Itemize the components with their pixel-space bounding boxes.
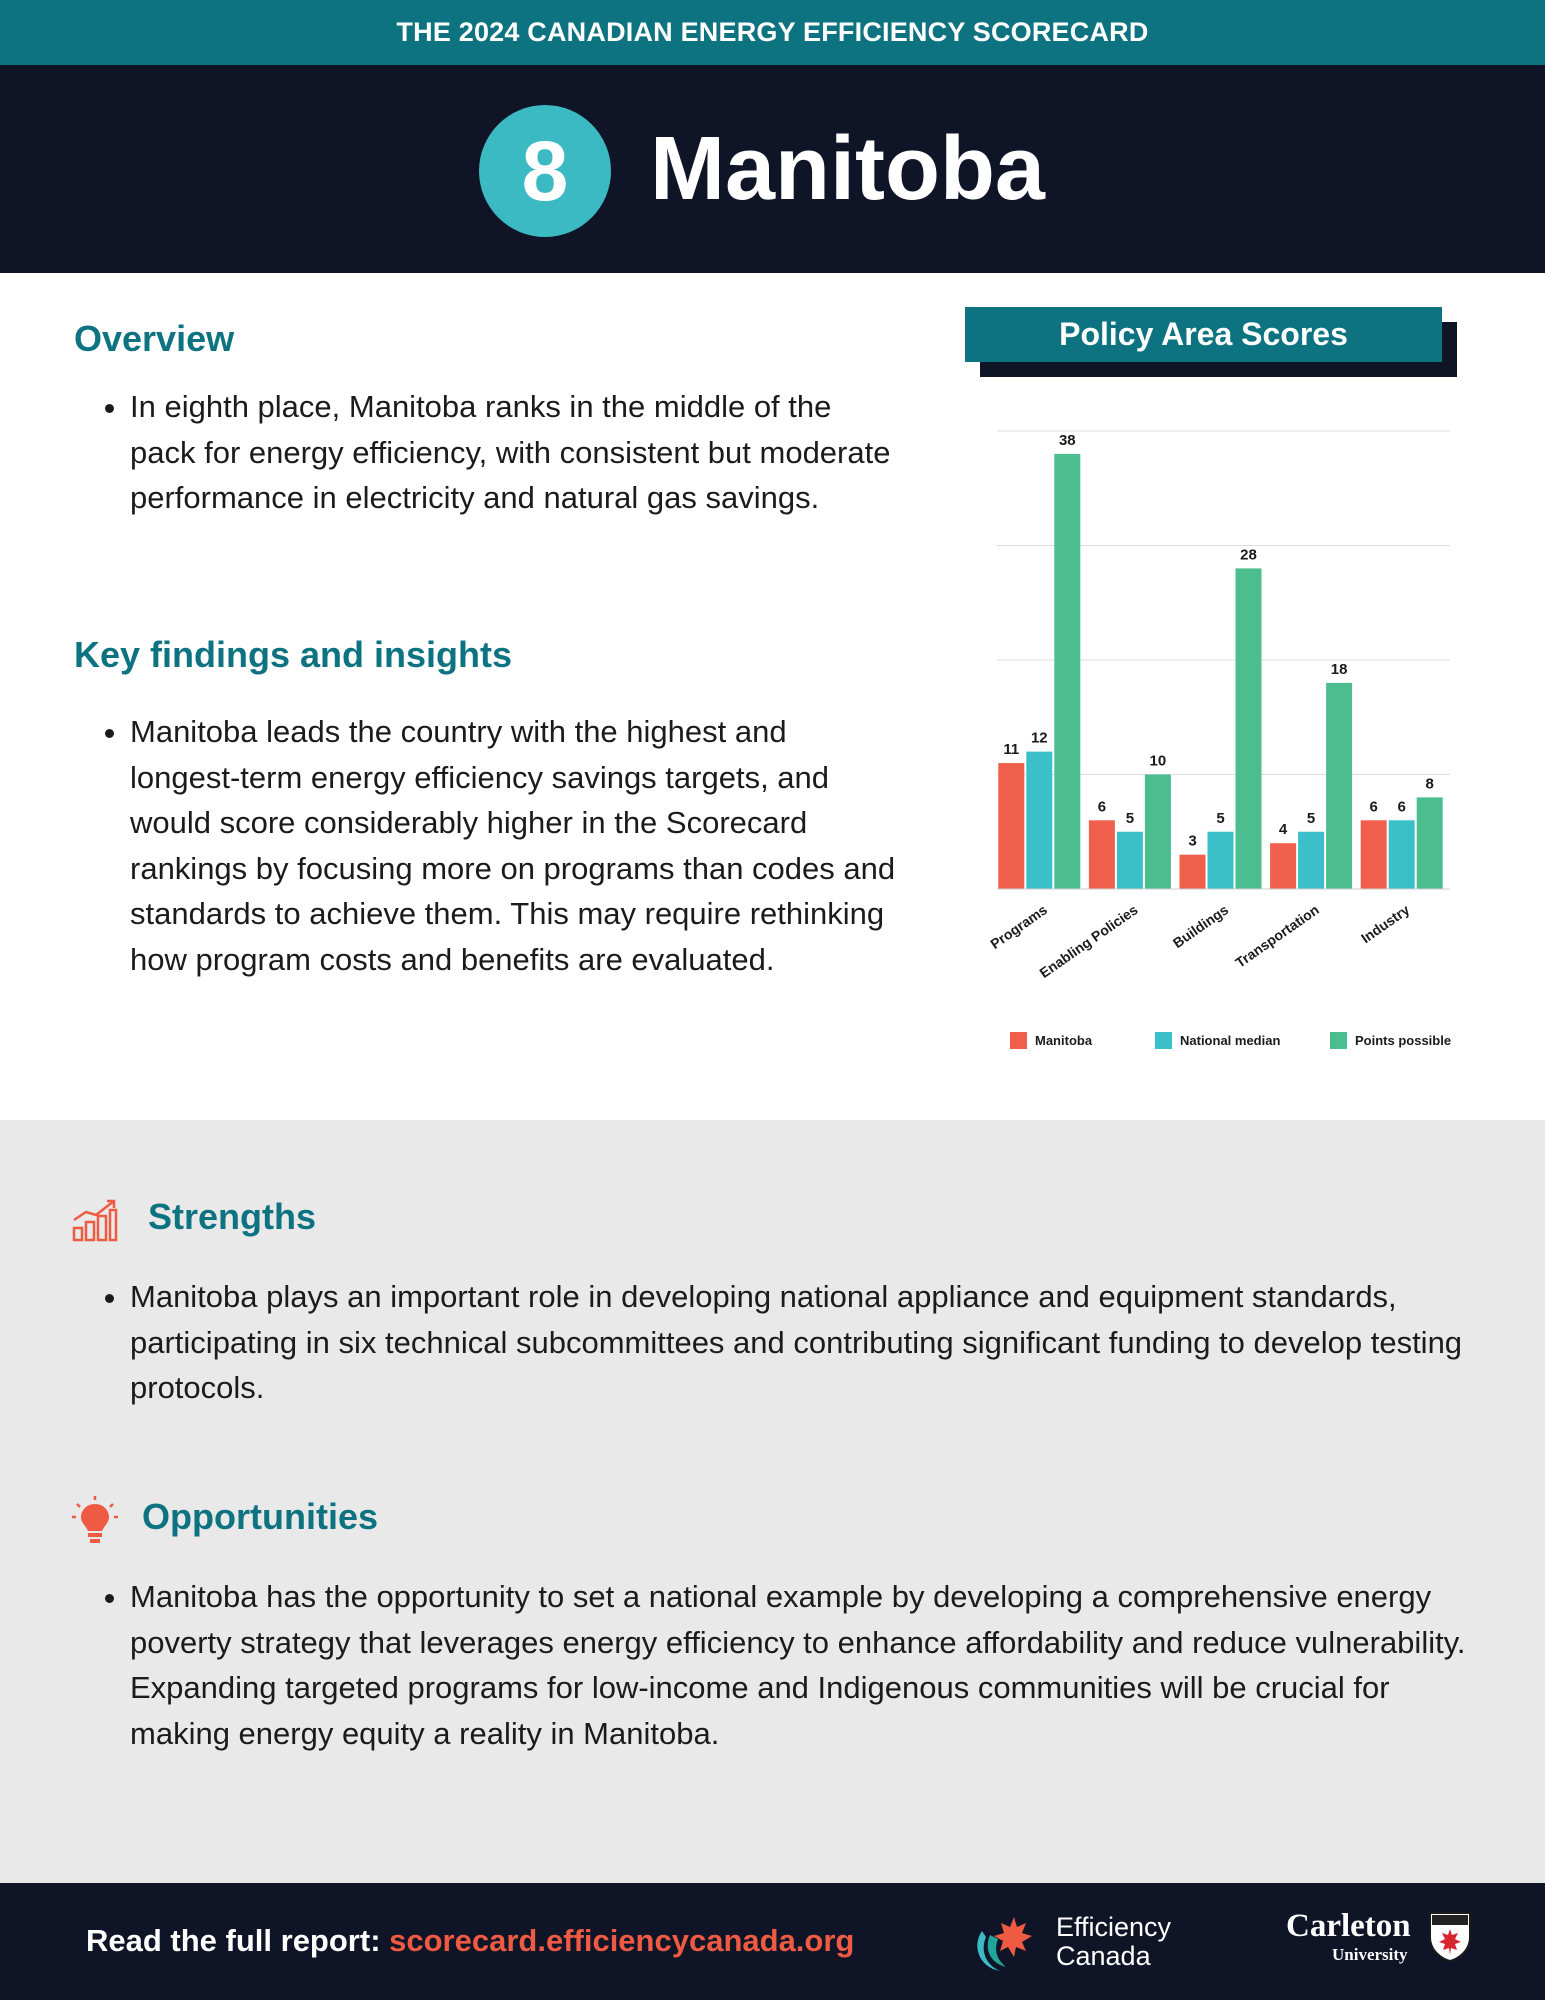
x-tick-label: Buildings [1169,901,1232,952]
bar-chart [960,300,1470,1060]
data-label: 28 [1240,546,1257,564]
x-tick-label: Transportation [1232,901,1322,971]
strengths-bullet: • Manitoba plays an important role in developing national appliance and equipment standards, participating in six technical subcommittees and contributing significant funding to develop testing protocols. [130,1274,1470,1411]
x-tick-label: Enabling Policies [1036,901,1141,981]
data-label: 38 [1058,431,1076,449]
growth-chart-icon [72,1198,118,1242]
strengths-list [74,1274,1470,1411]
data-label: 5 [1306,809,1316,827]
cu-logo-name: Carleton [1286,1908,1411,1944]
footer-url[interactable]: scorecard.efficiencycanada.org [389,1923,855,1958]
rank-badge: 8 [479,105,611,237]
bar-manitoba [1180,855,1206,889]
data-label: 5 [1125,809,1135,827]
opportunities-bullet: • Manitoba has the opportunity to set a national example by developing a comprehensive energy poverty strategy that leverages energy efficiency to enhance affordability and reduce vulnerability. Expanding targeted programs for low-income and Indigenous communities will be crucial for making energy equity a reality in Manitoba. [130,1574,1470,1756]
legend-swatch [1330,1032,1347,1049]
data-label: 10 [1149,752,1167,770]
legend-label: Points possible [1355,1033,1452,1048]
data-label: 12 [1030,729,1048,747]
bar-points-possible [1326,683,1352,889]
strengths-heading: Strengths [148,1196,317,1237]
cu-logo-sub: University [1332,1945,1408,1964]
data-label: 4 [1278,821,1288,839]
data-label: 6 [1097,798,1107,816]
bar-manitoba [1089,820,1115,889]
legend-swatch [1010,1032,1027,1049]
carleton-university-logo [1286,1905,1476,1975]
key-findings-heading: Key findings and insights [74,634,513,675]
bar-manitoba [1270,843,1296,889]
data-label: 6 [1397,798,1406,816]
legend-label: National median [1180,1033,1281,1048]
opportunities-heading: Opportunities [142,1496,378,1537]
bar-national-median [1298,832,1324,889]
province-title: Manitoba [650,119,1045,219]
data-label: 5 [1216,809,1225,827]
footer-label: Read the full report: [86,1923,381,1958]
bar-points-possible [1417,797,1443,889]
bar-national-median [1208,832,1234,889]
key-findings-list [74,709,900,982]
bar-national-median [1026,752,1052,889]
bar-manitoba [998,763,1024,889]
carleton-shield-icon [1428,1911,1472,1963]
data-label: 8 [1425,775,1434,793]
efficiency-canada-logo [970,1909,1190,1975]
legend-label: Manitoba [1035,1033,1093,1048]
bar-points-possible [1054,454,1080,889]
opportunities-list [74,1574,1470,1756]
bar-national-median [1117,832,1143,889]
key-findings-bullet: • Manitoba leads the country with the highest and longest-term energy efficiency savings targets, and would score considerably higher in the Scorecard rankings by focusing more on programs than codes and standards to achieve them. This may require rethinking how program costs and benefits are evaluated. [130,709,900,982]
overview-heading: Overview [74,318,235,359]
x-tick-label: Industry [1357,901,1413,947]
efficiency-canada-emblem-icon [970,1909,1046,1975]
legend-swatch [1155,1032,1172,1049]
data-label: 11 [1003,741,1020,759]
strengths-opportunities-panel [0,1120,1545,1883]
hero-header [0,65,1545,273]
bar-manitoba [1361,820,1387,889]
data-label: 3 [1188,832,1197,850]
ec-logo-line2: Canada [1056,1941,1151,1971]
policy-area-chart [960,300,1470,1060]
efficiency-canada-wordmark [1056,1913,1171,1971]
x-tick-label: Programs [987,901,1051,952]
footer [0,1883,1545,2000]
data-label: 6 [1369,798,1378,816]
bar-points-possible [1145,775,1171,890]
chart-title: Policy Area Scores [965,307,1442,362]
scorecard-banner: THE 2024 CANADIAN ENERGY EFFICIENCY SCORECARD [0,0,1545,65]
overview-bullet: • In eighth place, Manitoba ranks in the middle of the pack for energy efficiency, with consistent but moderate performance in electricity and natural gas savings. [130,384,900,521]
bar-points-possible [1236,568,1262,889]
lightbulb-icon [72,1496,118,1546]
bar-national-median [1389,820,1415,889]
ec-logo-line1: Efficiency [1056,1912,1172,1942]
footer-report-link[interactable] [86,1916,854,1966]
overview-list [74,384,900,521]
data-label: 18 [1330,660,1348,678]
